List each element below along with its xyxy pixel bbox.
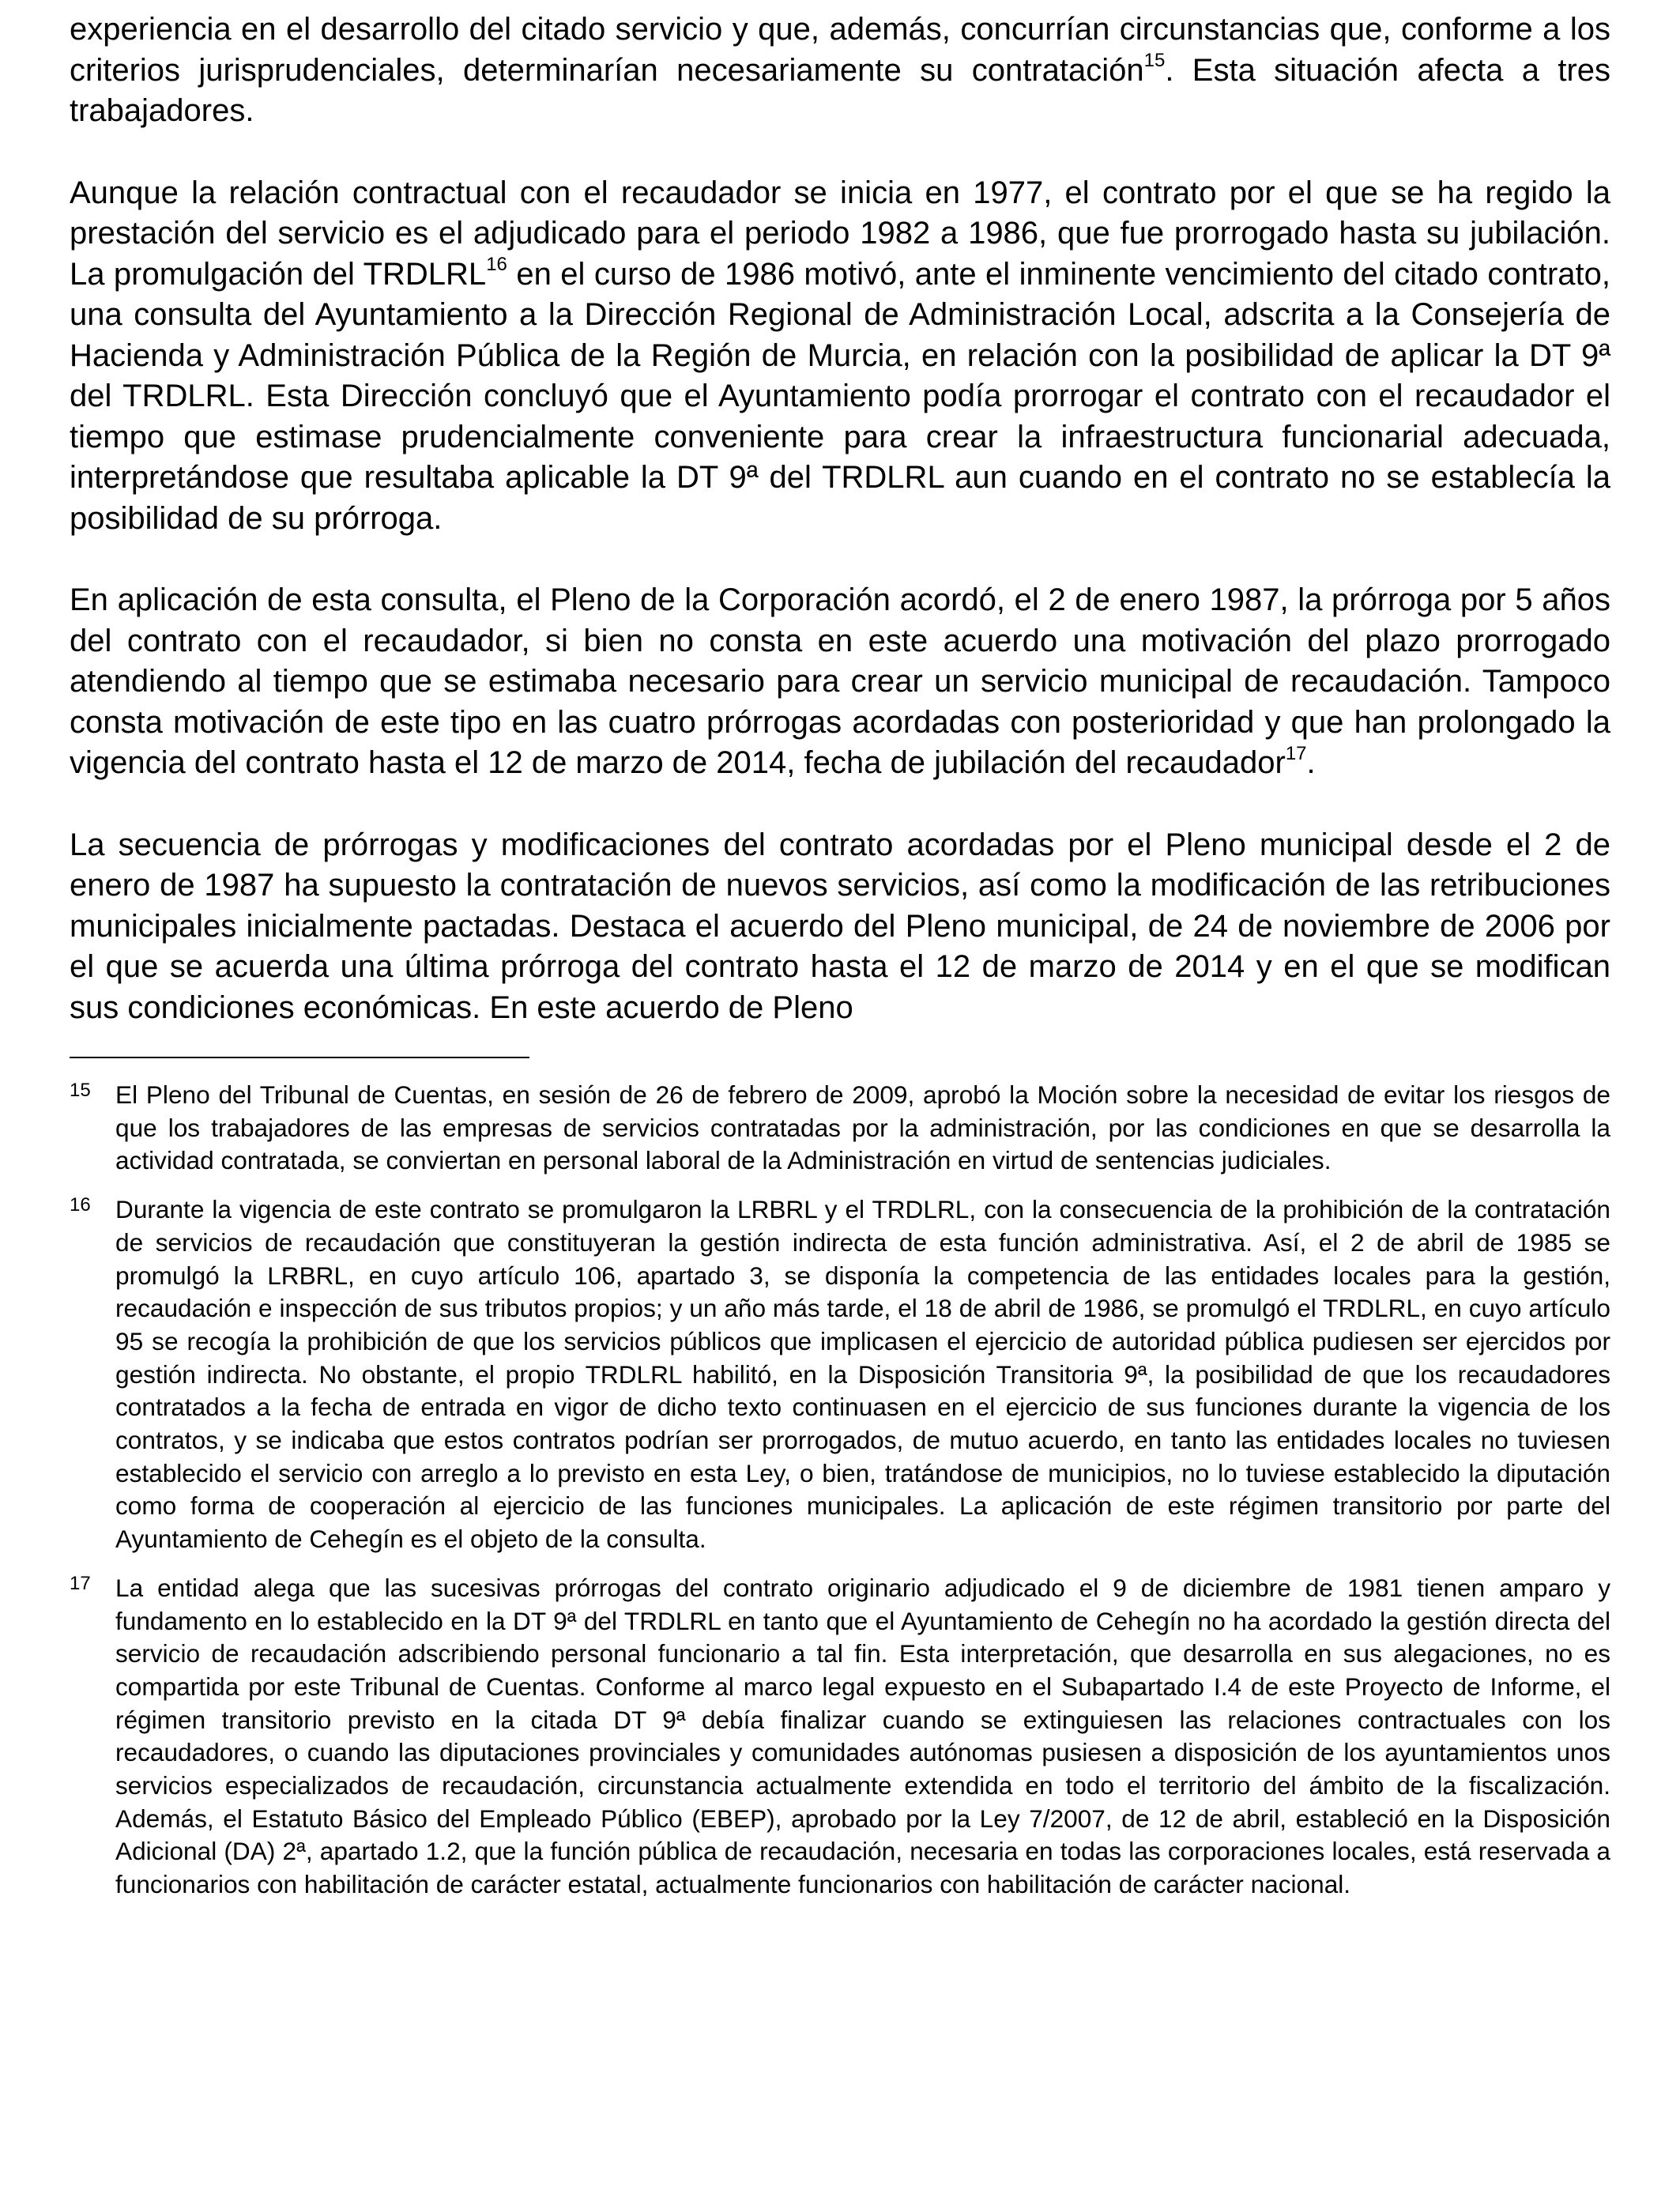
paragraph-text: En aplicación de esta consulta, el Pleno de la Corporación acordó, el 2 de enero 1987, la prórroga por 5 años del contrato con el recaudador, si bien no consta en este acuerdo una motivación del plazo prorrogado atendiendo al tiempo que se estimaba necesario para crear un servicio municipal de recaudación. Tampoco consta motivación de este tipo en las cuatro prórrogas acordadas con posterioridad y que han prolongado la vigencia del contrato hasta el 12 de marzo de 2014, fecha de jubilación del recaudador bbox=[70, 582, 1610, 780]
document-page bbox=[70, 9, 1610, 1917]
body-paragraph-4 bbox=[70, 825, 1610, 1029]
footnote-number: 17 bbox=[70, 1572, 91, 1594]
paragraph-text: en el curso de 1986 motivó, ante el inminente vencimiento del citado contrato, una consulta del Ayuntamiento a la Dirección Regional de Administración Local, adscrita a la Consejería de Hacienda y Administración Pública de la Región de Murcia, en relación con la posibilidad de aplicar la DT 9ª del TRDLRL. Esta Dirección concluyó que el Ayuntamiento podía prorrogar el contrato con el recaudador el tiempo que estimase prudencialmente conveniente para crear la infraestructura funcionarial adecuada, interpretándose que resultaba aplicable la DT 9ª del TRDLRL aun cuando en el contrato no se establecía la posibilidad de su prórroga. bbox=[70, 256, 1611, 536]
footnote-separator bbox=[70, 1057, 529, 1058]
body-paragraph-1 bbox=[70, 9, 1610, 132]
paragraph-text: La secuencia de prórrogas y modificaciones del contrato acordadas por el Pleno municipal desde el 2 de enero de 1987 ha supuesto la contratación de nuevos servicios, así como la modificación de las retribuciones municipales inicialmente pactadas. Destaca el acuerdo del Pleno municipal, de 24 de noviembre de 2006 por el que se acuerda una última prórroga del contrato hasta el 12 de marzo de 2014 y en el que se modifican sus condiciones económicas. En este acuerdo de Pleno bbox=[70, 827, 1610, 1025]
paragraph-text: . bbox=[1306, 745, 1316, 780]
footnote-text: La entidad alega que las sucesivas prórrogas del contrato originario adjudicado el 9 de diciembre de 1981 tienen amparo y fundamento en lo establecido en la DT 9ª del TRDLRL en tanto que el Ayuntamiento de Cehegín no ha acordado la gestión directa del servicio de recaudación adscribiendo personal funcionario a tal fin. Esta interpretación, que desarrolla en sus alegaciones, no es compartida por este Tribunal de Cuentas. Conforme al marco legal expuesto en el Subapartado I.4 de este Proyecto de Informe, el régimen transitorio previsto en la citada DT 9ª debía finalizar cuando se extinguiesen las relaciones contractuales con los recaudadores, o cuando las diputaciones provinciales y comunidades autónomas pusiesen a disposición de los ayuntamientos unos servicios especializados de recaudación, circunstancia actualmente extendida en todo el territorio del ámbito de la fiscalización. Además, el Estatuto Básico del Empleado Público (EBEP), aprobado por la Ley 7/2007, de 12 de abril, estableció en la Disposición Adicional (DA) 2ª, apartado 1.2, que la función pública de recaudación, necesaria en todas las corporaciones locales, está reservada a funcionarios con habilitación de carácter estatal, actualmente funcionarios con habilitación de carácter nacional. bbox=[115, 1573, 1610, 1899]
paragraph-text: experiencia en el desarrollo del citado servicio y que, además, concurrían circunstancias que, conforme a los criterios jurisprudenciales, determinarían necesariamente su contratación bbox=[70, 12, 1610, 88]
body-paragraph-2 bbox=[70, 173, 1610, 540]
footnote-ref-17[interactable]: 17 bbox=[1285, 742, 1307, 764]
footnote-16 bbox=[70, 1193, 1610, 1556]
footnote-ref-15[interactable]: 15 bbox=[1143, 50, 1166, 72]
footnote-17 bbox=[70, 1572, 1610, 1902]
footnote-number: 15 bbox=[70, 1080, 91, 1101]
footnote-number: 16 bbox=[70, 1194, 91, 1216]
paragraph-text: Aunque la relación contractual con el recaudador se inicia en 1977, el contrato por el que se ha regido la prestación del servicio es el adjudicado para el periodo 1982 a 1986, que fue prorrogado hasta su jubilación. La promulgación del TRDLRL bbox=[70, 175, 1610, 292]
footnote-15 bbox=[70, 1079, 1610, 1178]
body-paragraph-3 bbox=[70, 580, 1610, 784]
footnote-text: Durante la vigencia de este contrato se promulgaron la LRBRL y el TRDLRL, con la consecuencia de la prohibición de la contratación de servicios de recaudación que constituyeran la gestión indirecta de esta función administrativa. Así, el 2 de abril de 1985 se promulgó la LRBRL, en cuyo artículo 106, apartado 3, se disponía la competencia de las entidades locales para la gestión, recaudación e inspección de sus tributos propios; y un año más tarde, el 18 de abril de 1986, se promulgó el TRDLRL, en cuyo artículo 95 se recogía la prohibición de que los servicios públicos que implicasen el ejercicio de autoridad pública pudiesen ser ejercidos por gestión indirecta. No obstante, el propio TRDLRL habilitó, en la Disposición Transitoria 9ª, la posibilidad de que los recaudadores contratados a la fecha de entrada en vigor de dicho texto continuasen en el ejercicio de sus funciones durante la vigencia de los contratos, y se indicaba que estos contratos podrían ser prorrogados, de mutuo acuerdo, en tanto las entidades locales no tuviesen establecido el servicio con arreglo a lo previsto en esta Ley, o bien, tratándose de municipios, no lo tuviese establecido la diputación como forma de cooperación al ejercicio de las funciones municipales. La aplicación de este régimen transitorio por parte del Ayuntamiento de Cehegín es el objeto de la consulta. bbox=[115, 1195, 1610, 1554]
footnote-text: El Pleno del Tribunal de Cuentas, en sesión de 26 de febrero de 2009, aprobó la Moción sobre la necesidad de evitar los riesgos de que los trabajadores de las empresas de servicios contratadas por la administración, por las condiciones en que se desarrolla la actividad contratada, se conviertan en personal laboral de la Administración en virtud de sentencias judiciales. bbox=[115, 1080, 1610, 1175]
footnote-ref-16[interactable]: 16 bbox=[486, 254, 507, 276]
paragraph-text: . Esta situación afecta a tres trabajadores. bbox=[70, 52, 1611, 128]
